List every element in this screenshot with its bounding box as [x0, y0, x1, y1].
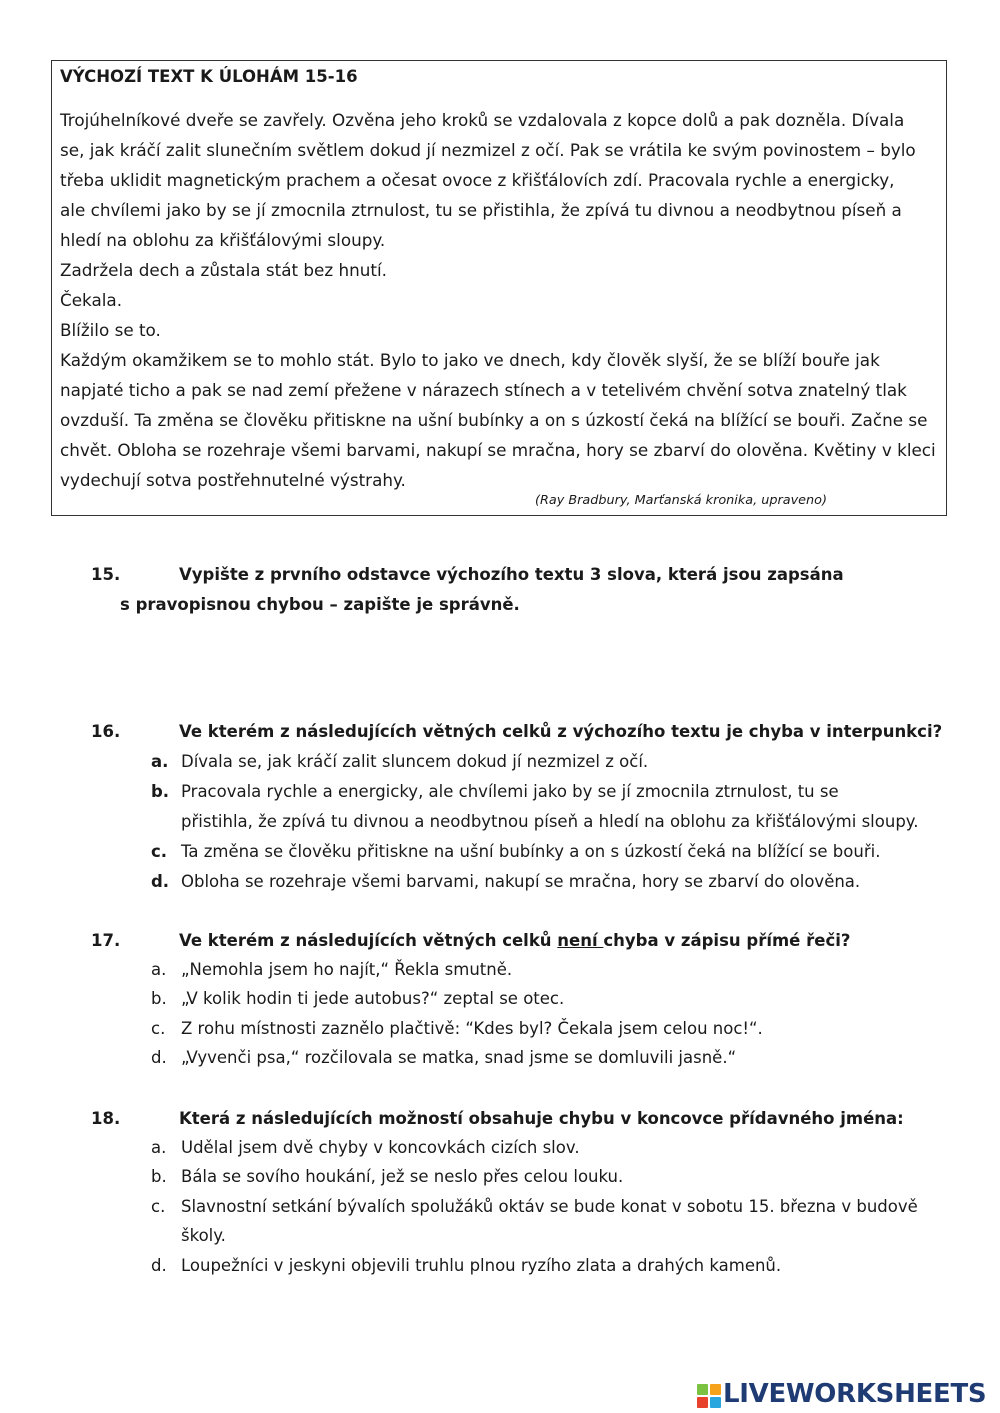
- liveworksheets-logo-text: LIVEWORKSHEETS: [723, 1379, 987, 1409]
- source-text-line: se, jak kráčí zalit slunečním světlem dokud jí nezmizel z očí. Pak se vrátila ke svým povinostem – bylo: [60, 140, 916, 160]
- q17-option-c[interactable]: Z rohu místnosti zaznělo plačtivě: “Kdes byl? Čekala jsem celou noc!“.: [181, 1019, 763, 1038]
- q15-text: Vypište z prvního odstavce výchozího textu 3 slova, která jsou zapsána: [179, 565, 844, 584]
- q16-option-b-line2[interactable]: přistihla, že zpívá tu divnou a neodbytnou píseň a hledí na oblohu za křišťálovými sloupy.: [181, 812, 919, 831]
- q18-option-c-letter[interactable]: c.: [151, 1197, 166, 1216]
- q17-option-d[interactable]: „Vyvenči psa,“ rozčilovala se matka, snad jsme se domluvili jasně.“: [181, 1048, 737, 1067]
- q18-option-a-letter[interactable]: a.: [151, 1138, 167, 1157]
- liveworksheets-logo-icon: [697, 1384, 721, 1408]
- source-text-line: Zadržela dech a zůstala stát bez hnutí.: [60, 260, 387, 280]
- source-text-line: Čekala.: [60, 290, 123, 310]
- logo-square-blue: [710, 1397, 721, 1408]
- source-text-line: Každým okamžikem se to mohlo stát. Bylo to jako ve dnech, kdy člověk slyší, že se blíží bouře jak: [60, 350, 880, 370]
- q18-option-c[interactable]: Slavnostní setkání bývalích spolužáků oktáv se bude konat v sobotu 15. března v budově: [181, 1197, 918, 1216]
- q18-number: 18.: [91, 1109, 121, 1128]
- source-text-line: ale chvílemi jako by se jí zmocnila ztrnulost, tu se přistihla, že zpívá tu divnou a neodbytnou píseň a: [60, 200, 902, 220]
- q17-text-emphasis: není: [557, 931, 604, 950]
- q17-text-end: chyba v zápisu přímé řeči?: [603, 931, 851, 950]
- source-citation: (Ray Bradbury, Marťanská kronika, upraveno): [535, 493, 827, 508]
- liveworksheets-logo[interactable]: [697, 1378, 993, 1410]
- source-text-paragraph: [60, 105, 945, 495]
- logo-square-orange: [710, 1384, 721, 1395]
- source-text-line: třeba uklidit magnetickým prachem a očesat ovoce z křišťálovích zdí. Pracovala rychle a energicky,: [60, 170, 895, 190]
- q16-option-b-letter[interactable]: b.: [151, 782, 170, 801]
- logo-square-green: [697, 1384, 708, 1395]
- q17-text-start: Ve kterém z následujících větných celků: [179, 931, 558, 950]
- logo-square-red: [697, 1397, 708, 1408]
- q18-option-d[interactable]: Loupežníci v jeskyni objevili truhlu plnou ryzího zlata a drahých kamenů.: [181, 1256, 782, 1275]
- source-text-line: hledí na oblohu za křišťálovými sloupy.: [60, 230, 386, 250]
- source-text-line: Blížilo se to.: [60, 320, 161, 340]
- q16-option-d-letter[interactable]: d.: [151, 872, 170, 891]
- q18-text: Která z následujících možností obsahuje chybu v koncovce přídavného jména:: [179, 1109, 904, 1128]
- q15-number: 15.: [91, 565, 121, 584]
- q17-text: [179, 926, 850, 956]
- q16-option-b[interactable]: Pracovala rychle a energicky, ale chvílemi jako by se jí zmocnila ztrnulost, tu se: [181, 782, 839, 801]
- q18-option-a[interactable]: Udělal jsem dvě chyby v koncovkách cizích slov.: [181, 1138, 580, 1157]
- source-text-title: VÝCHOZÍ TEXT K ÚLOHÁM 15-16: [60, 67, 358, 86]
- source-text-line: vydechují sotva postřehnutelné výstrahy.: [60, 470, 406, 490]
- source-text-line: ovzduší. Ta změna se člověku přitiskne na ušní bubínky a on s úzkostí čeká na blížící se bouři. Začne se: [60, 410, 928, 430]
- q16-option-a[interactable]: Dívala se, jak kráčí zalit sluncem dokud jí nezmizel z očí.: [181, 752, 649, 771]
- q17-option-c-letter[interactable]: c.: [151, 1019, 166, 1038]
- q18-option-c-line2[interactable]: školy.: [181, 1226, 226, 1245]
- q18-option-b[interactable]: Bála se sovího houkání, jež se neslo přes celou louku.: [181, 1167, 624, 1186]
- q18-option-b-letter[interactable]: b.: [151, 1167, 167, 1186]
- q17-number: 17.: [91, 931, 121, 950]
- q17-option-a-letter[interactable]: a.: [151, 960, 167, 979]
- q16-option-c-letter[interactable]: c.: [151, 842, 168, 861]
- q18-option-d-letter[interactable]: d.: [151, 1256, 167, 1275]
- q17-option-b-letter[interactable]: b.: [151, 989, 167, 1008]
- q16-option-a-letter[interactable]: a.: [151, 752, 169, 771]
- q16-number: 16.: [91, 722, 121, 741]
- q17-option-a[interactable]: „Nemohla jsem ho najít,“ Řekla smutně.: [181, 960, 513, 979]
- q17-option-d-letter[interactable]: d.: [151, 1048, 167, 1067]
- q17-option-b[interactable]: „V kolik hodin ti jede autobus?“ zeptal se otec.: [181, 989, 565, 1008]
- q16-text: Ve kterém z následujících větných celků z výchozího textu je chyba v interpunkci?: [179, 722, 943, 741]
- source-text-line: Trojúhelníkové dveře se zavřely. Ozvěna jeho kroků se vzdalovala z kopce dolů a pak dozněla. Dívala: [60, 110, 905, 130]
- source-text-line: napjaté ticho a pak se nad zemí přežene v nárazech stínech a v tetelivém chvění sotva znatelný tlak: [60, 380, 907, 400]
- q16-option-d[interactable]: Obloha se rozehraje všemi barvami, nakupí se mračna, hory se zbarví do olověna.: [181, 872, 861, 891]
- q15-text-line2: s pravopisnou chybou – zapište je správně.: [120, 595, 520, 614]
- source-text-line: chvět. Obloha se rozehraje všemi barvami, nakupí se mračna, hory se zbarví do olověna. Květiny v kleci: [60, 440, 936, 460]
- q16-option-c[interactable]: Ta změna se člověku přitiskne na ušní bubínky a on s úzkostí čeká na blížící se bouři.: [181, 842, 881, 861]
